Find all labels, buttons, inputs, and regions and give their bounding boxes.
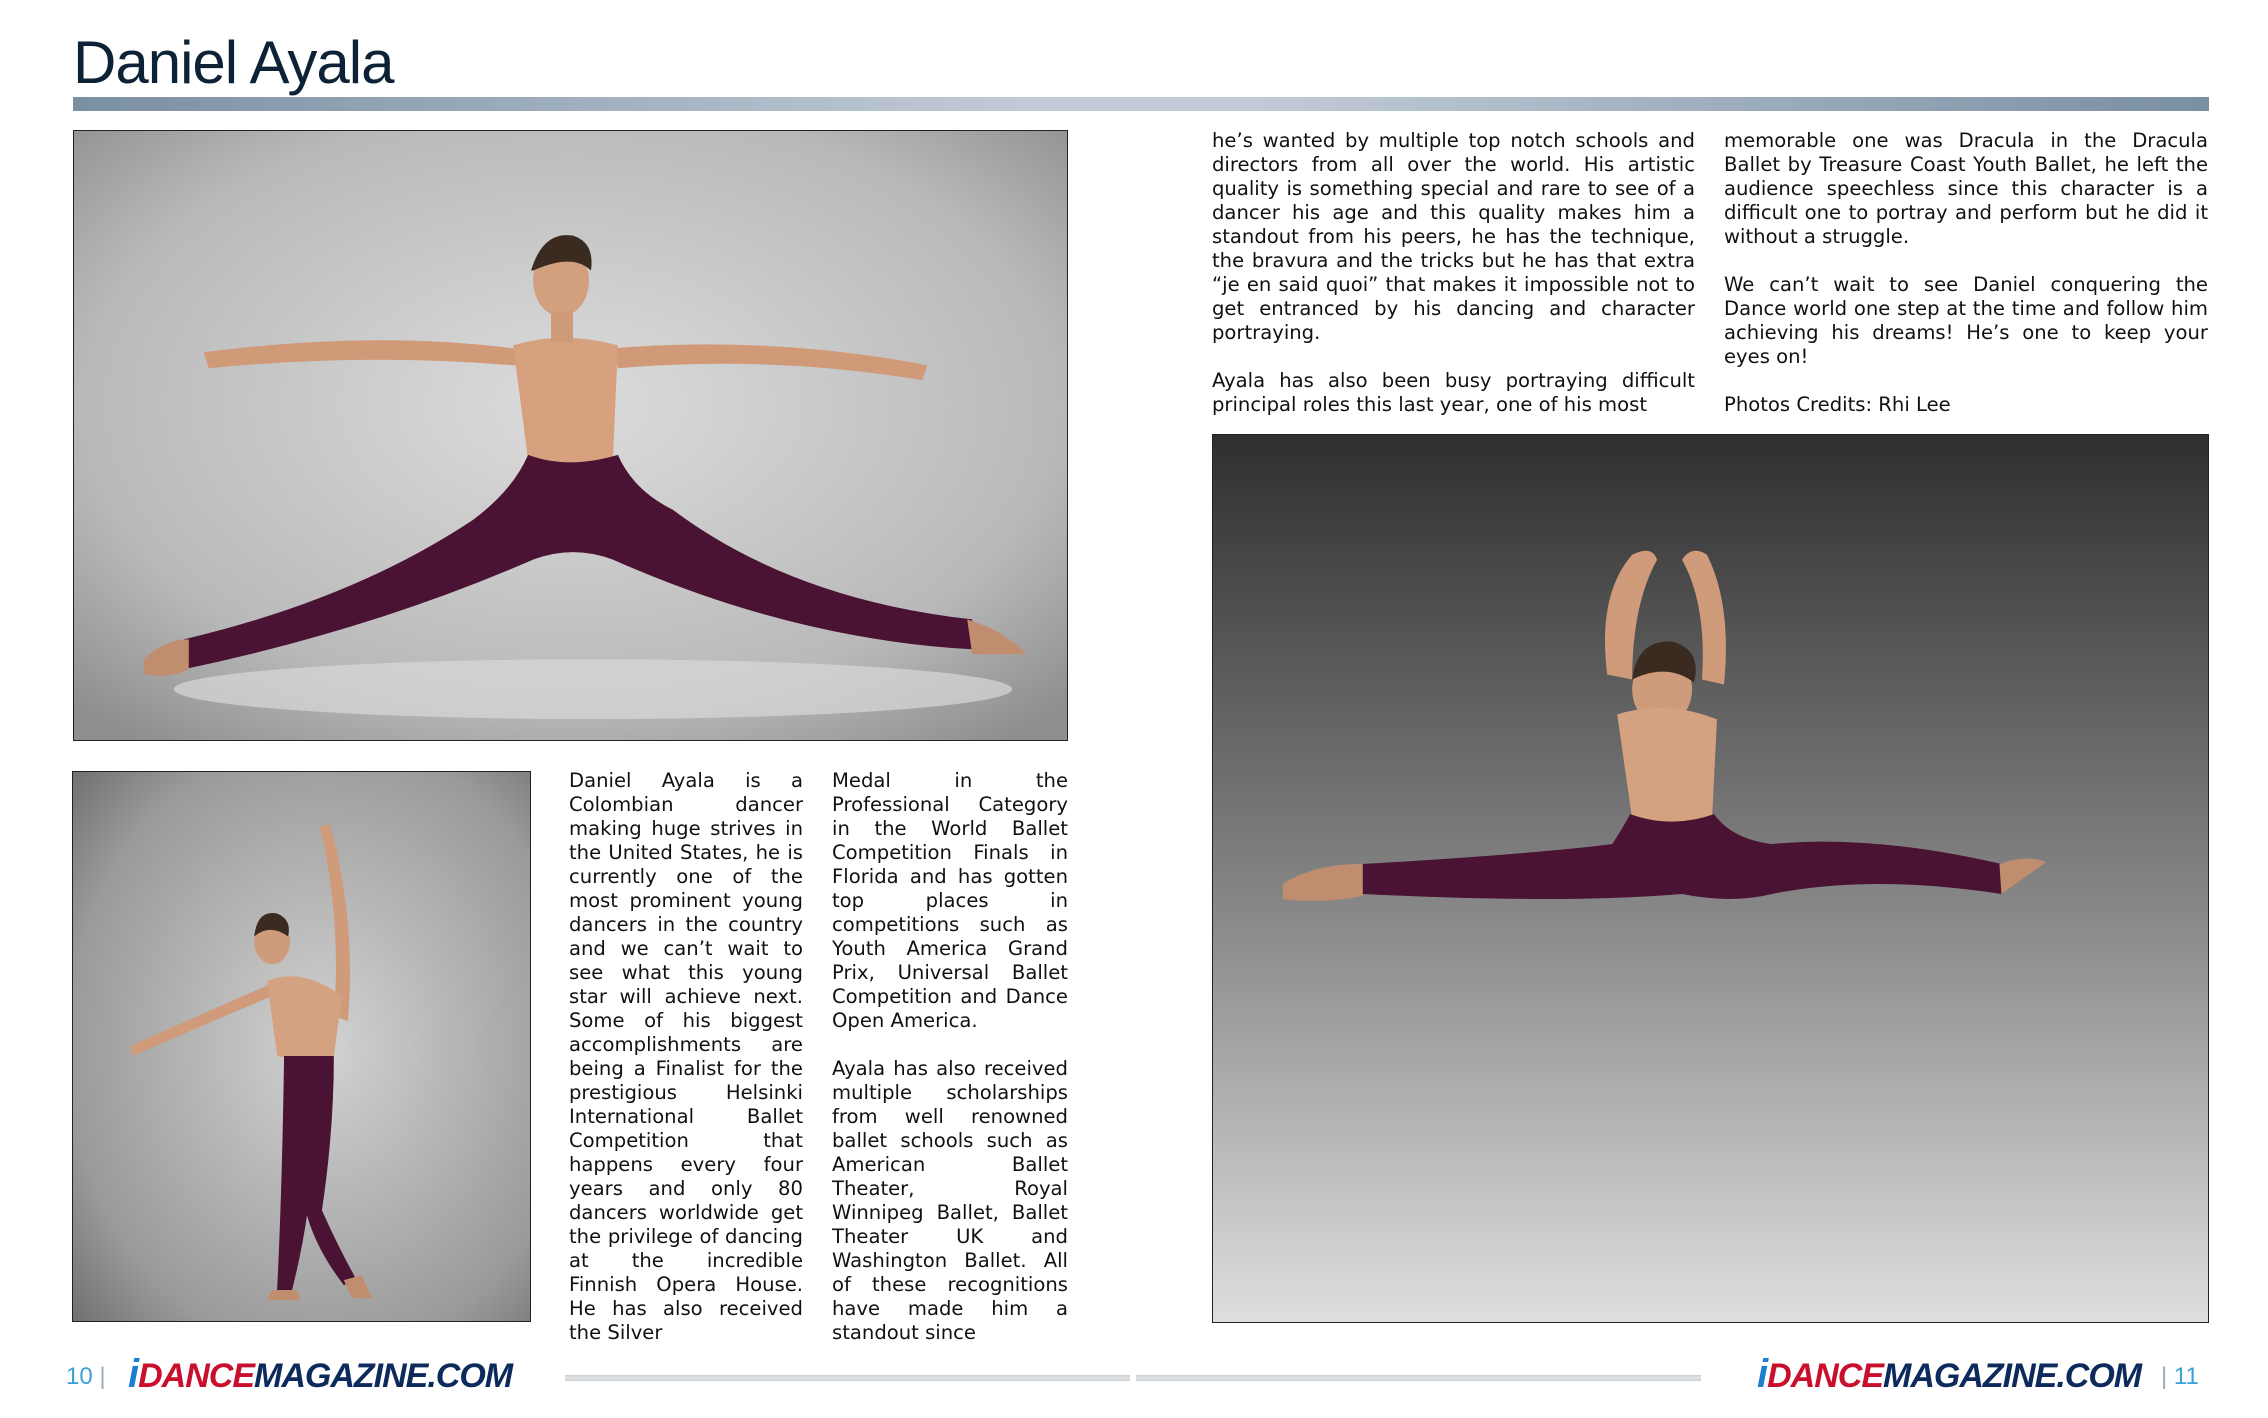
paragraph: memorable one was Dracula in the Dracula Ballet by Treasure Coast Youth Ballet, he left the audience speechless since this character is a difficult one to portray and perform but he did it without a struggle. <box>1724 129 2208 248</box>
dancer-leap-photo <box>1212 434 2209 1323</box>
photo-credits: Photos Credits: Rhi Lee <box>1724 393 1951 416</box>
paragraph: Ayala has also been busy portraying difficult principal roles this last year, one of his most <box>1212 369 1695 416</box>
brand-logo-left[interactable]: iDANCEMAGAZINE.COM <box>128 1352 513 1396</box>
title-underline-bar <box>73 97 2209 111</box>
paragraph: Daniel Ayala is a Colombian dancer making huge strives in the United States, he is currently one of the most prominent young dancers in the country and we can’t wait to see what this young star will achieve next. Some of his biggest accomplishments are being a Finalist for the prestigious Helsinki International Ballet Competition that happens every four years and only 80 dancers worldwide get the privilege of dancing at the incredible Finnish Opera House. He has also received the Silver <box>569 769 803 1344</box>
dancer-split-jump-photo <box>73 130 1068 741</box>
article-title: Daniel Ayala <box>73 29 394 96</box>
brand-logo-right[interactable]: iDANCEMAGAZINE.COM <box>1757 1352 2142 1396</box>
article-column-1 <box>569 769 803 1345</box>
left-page-number: 10 | <box>66 1363 106 1390</box>
paragraph: Ayala has also received multiple scholarships from well renowned ballet schools such as American Ballet Theater, Royal Winnipeg Ballet, Ballet Theater UK and Washington Ballet. All of these recognitions have made him a standout since <box>832 1057 1068 1344</box>
article-column-3 <box>1212 129 1695 417</box>
article-column-2 <box>832 769 1068 1345</box>
article-column-4 <box>1724 129 2208 417</box>
dancer-standing-pose-photo <box>72 771 531 1322</box>
paragraph: We can’t wait to see Daniel conquering the Dance world one step at the time and follow him achieving his dreams! He’s one to keep your eyes on! <box>1724 273 2208 368</box>
footer-divider-left <box>565 1375 1130 1381</box>
right-page-number: | 11 <box>2161 1363 2199 1390</box>
paragraph: he’s wanted by multiple top notch schools and directors from all over the world. His artistic quality is something special and rare to see of a dancer his age and this quality makes him a standout from his peers, he has the technique, the bravura and the tricks but he has that extra “je en said quoi” that makes it impossible not to get entranced by his dancing and character portraying. <box>1212 129 1695 344</box>
paragraph: Medal in the Professional Category in the World Ballet Competition Finals in Florida and has gotten top places in competitions such as Youth America Grand Prix, Universal Ballet Competition and Dance Open America. <box>832 769 1068 1032</box>
footer-divider-right <box>1136 1375 1701 1381</box>
